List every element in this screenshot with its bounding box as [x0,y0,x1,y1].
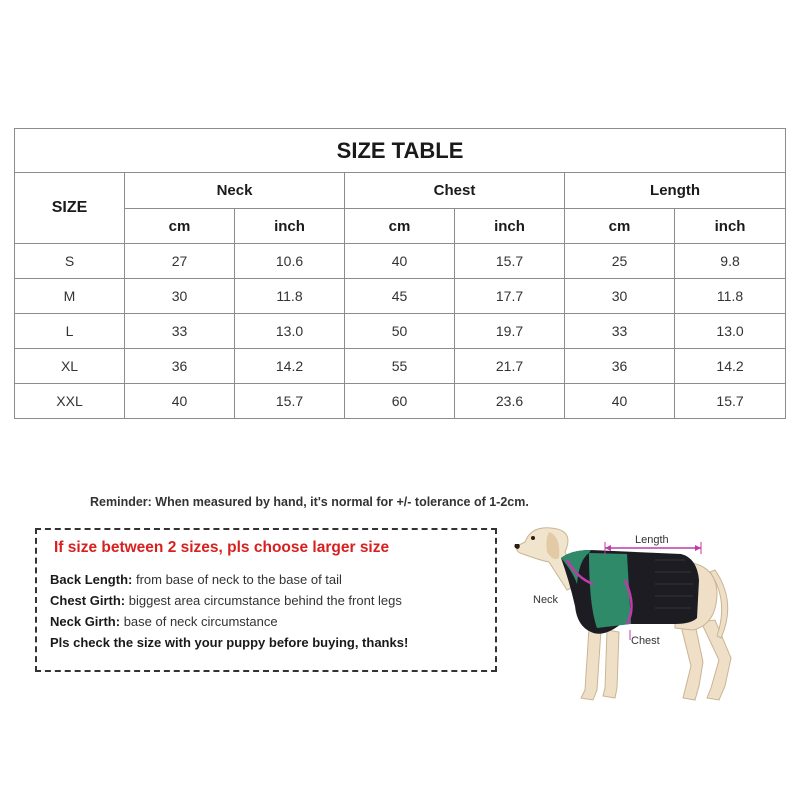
table-cell: 36 [565,349,675,384]
table-cell: 36 [125,349,235,384]
chest-label: Chest [631,635,660,647]
tolerance-reminder: Reminder: When measured by hand, it's normal for +/- tolerance of 1-2cm. [90,495,529,509]
table-row [15,349,786,384]
table-cell: 13.0 [675,314,786,349]
table-cell: 55 [345,349,455,384]
neck-label: Neck [533,594,559,606]
back-length-text: from base of neck to the base of tail [132,572,342,587]
table-cell: 45 [345,279,455,314]
chest-girth-text: biggest area circumstance behind the front legs [125,593,402,608]
table-cell: 40 [345,244,455,279]
table-row [15,244,786,279]
size-label: XL [15,349,125,384]
table-cell: 9.8 [675,244,786,279]
unit-header: cm [345,209,455,244]
chest-girth-label: Chest Girth: [50,593,126,608]
table-title: SIZE TABLE [15,129,786,173]
group-header-neck: Neck [125,173,345,209]
table-row [15,279,786,314]
size-advice-headline: If size between 2 sizes, pls choose larger size [54,539,390,556]
table-cell: 11.8 [675,279,786,314]
table-cell: 17.7 [455,279,565,314]
table-cell: 50 [345,314,455,349]
table-cell: 33 [565,314,675,349]
table-cell: 13.0 [235,314,345,349]
unit-header: cm [125,209,235,244]
table-cell: 30 [565,279,675,314]
table-cell: 15.7 [455,244,565,279]
back-length-label: Back Length: [50,572,133,587]
dog-measurement-figure [505,520,795,715]
neck-girth-note [50,614,278,629]
table-cell: 10.6 [235,244,345,279]
dog-illustration [505,520,795,715]
table-cell: 60 [345,384,455,419]
table-cell: 15.7 [675,384,786,419]
table-cell: 14.2 [235,349,345,384]
table-cell: 33 [125,314,235,349]
closing-note: Pls check the size with your puppy before buying, thanks! [50,635,409,650]
table-cell: 25 [565,244,675,279]
table-cell: 15.7 [235,384,345,419]
table-cell: 40 [125,384,235,419]
unit-header: inch [235,209,345,244]
group-header-chest: Chest [345,173,565,209]
size-label: L [15,314,125,349]
table-cell: 14.2 [675,349,786,384]
table-cell: 30 [125,279,235,314]
unit-header: inch [455,209,565,244]
unit-header: inch [675,209,786,244]
table-cell: 19.7 [455,314,565,349]
table-cell: 11.8 [235,279,345,314]
size-label: S [15,244,125,279]
table-row [15,384,786,419]
size-table [14,128,786,419]
back-length-note [50,572,342,587]
table-row [15,314,786,349]
size-column-header: SIZE [15,173,125,244]
length-label: Length [635,534,669,546]
table-cell: 23.6 [455,384,565,419]
measurement-notes-box [35,528,497,672]
size-label: XXL [15,384,125,419]
table-cell: 40 [565,384,675,419]
neck-girth-label: Neck Girth: [50,614,121,629]
neck-girth-text: base of neck circumstance [120,614,278,629]
table-cell: 21.7 [455,349,565,384]
table-cell: 27 [125,244,235,279]
unit-header: cm [565,209,675,244]
group-header-length: Length [565,173,786,209]
chest-girth-note [50,593,402,608]
size-label: M [15,279,125,314]
